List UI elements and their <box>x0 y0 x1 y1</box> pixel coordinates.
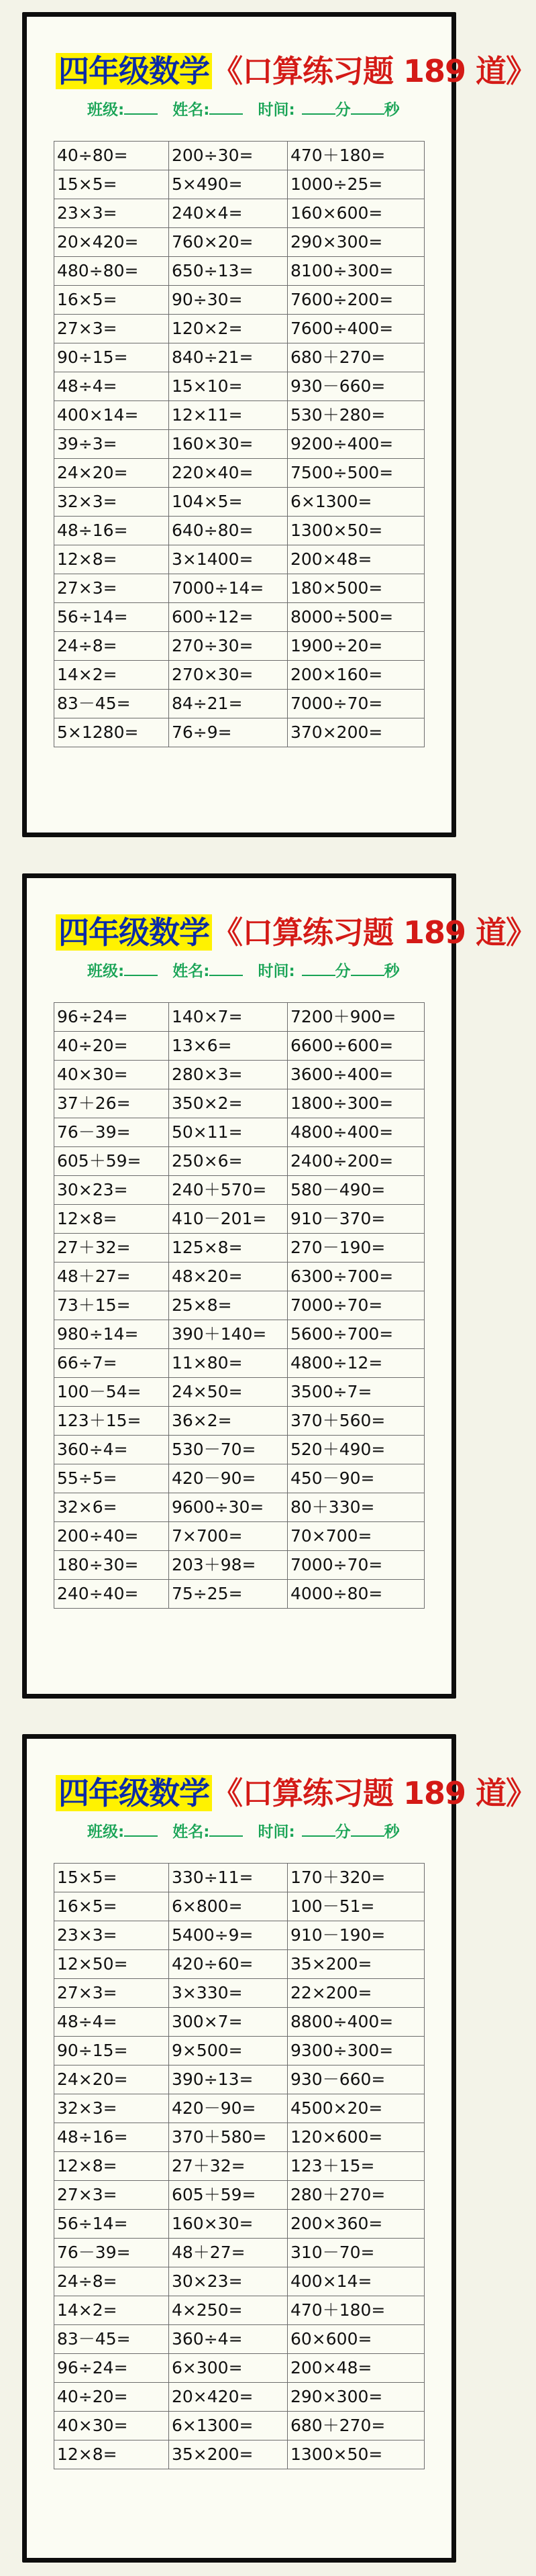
problem-cell: 4×250= <box>169 2296 288 2325</box>
problem-cell: 370＋560= <box>288 1407 425 1436</box>
problem-cell: 14×2= <box>54 2296 169 2325</box>
problem-cell: 450－90= <box>288 1464 425 1493</box>
problem-cell: 35×200= <box>169 2440 288 2469</box>
problem-row <box>54 545 425 574</box>
problem-cell: 270×30= <box>169 661 288 690</box>
problem-cell: 39÷3= <box>54 430 169 459</box>
problem-cell: 6×800= <box>169 1892 288 1921</box>
problem-cell: 27＋32= <box>169 2152 288 2181</box>
problem-row <box>54 2123 425 2152</box>
worksheet-1 <box>22 12 536 837</box>
problem-cell: 310－70= <box>288 2239 425 2267</box>
problem-cell: 640÷80= <box>169 517 288 545</box>
problem-cell: 200÷30= <box>169 142 288 170</box>
problem-cell: 420÷60= <box>169 1950 288 1979</box>
problem-cell: 12×8= <box>54 1205 169 1234</box>
problem-cell: 6600÷600= <box>288 1032 425 1061</box>
problem-cell: 7200＋900= <box>288 1003 425 1032</box>
problem-row <box>54 1176 425 1205</box>
worksheet-2 <box>22 873 536 1699</box>
problem-cell: 1300×50= <box>288 517 425 545</box>
problem-row <box>54 343 425 372</box>
problem-cell: 290×300= <box>288 228 425 257</box>
problem-cell: 83－45= <box>54 690 169 718</box>
problem-cell: 66÷7= <box>54 1349 169 1378</box>
problem-row <box>54 2354 425 2383</box>
problem-row <box>54 632 425 661</box>
problem-cell: 360÷4= <box>169 2325 288 2354</box>
problem-cell: 650÷13= <box>169 257 288 286</box>
minute-label: 分 <box>335 963 351 980</box>
worksheet-3 <box>22 1734 536 2563</box>
problem-cell: 24×20= <box>54 2065 169 2094</box>
second-blank <box>351 1819 384 1837</box>
problem-cell: 360÷4= <box>54 1436 169 1464</box>
problem-row <box>54 2037 425 2065</box>
problem-cell: 75÷25= <box>169 1580 288 1609</box>
problem-cell: 470＋180= <box>288 142 425 170</box>
problem-cell: 84÷21= <box>169 690 288 718</box>
problem-row <box>54 1089 425 1118</box>
problem-cell: 13×6= <box>169 1032 288 1061</box>
problem-row <box>54 372 425 401</box>
problem-cell: 12×8= <box>54 545 169 574</box>
problem-cell: 48＋27= <box>54 1263 169 1291</box>
problem-cell: 9600÷30= <box>169 1493 288 1522</box>
problem-cell: 280＋270= <box>288 2181 425 2210</box>
problem-cell: 12×50= <box>54 1950 169 1979</box>
problem-cell: 200×48= <box>288 545 425 574</box>
problem-cell: 220×40= <box>169 459 288 488</box>
problem-cell: 7000÷70= <box>288 1551 425 1580</box>
problem-cell: 96÷24= <box>54 2354 169 2383</box>
problem-row <box>54 2440 425 2469</box>
problem-row <box>54 2065 425 2094</box>
problem-cell: 16×5= <box>54 1892 169 1921</box>
class-blank <box>124 959 158 976</box>
second-blank <box>351 97 384 115</box>
problem-cell: 76÷9= <box>169 718 288 747</box>
problem-cell: 24×50= <box>169 1378 288 1407</box>
worksheet-title <box>56 1772 536 1814</box>
problem-cell: 27×3= <box>54 2181 169 2210</box>
problem-row <box>54 1864 425 1892</box>
problem-cell: 70×700= <box>288 1522 425 1551</box>
problem-cell: 180÷30= <box>54 1551 169 1580</box>
problem-row <box>54 1118 425 1147</box>
problem-row <box>54 2094 425 2123</box>
problem-cell: 203＋98= <box>169 1551 288 1580</box>
problem-row <box>54 1950 425 1979</box>
problem-row <box>54 2181 425 2210</box>
problem-row <box>54 199 425 228</box>
problem-cell: 160×30= <box>169 2210 288 2239</box>
problem-cell: 100－54= <box>54 1378 169 1407</box>
info-fields <box>87 959 400 983</box>
problem-cell: 1300×50= <box>288 2440 425 2469</box>
problem-row <box>54 1551 425 1580</box>
problem-cell: 27×3= <box>54 1979 169 2008</box>
problem-cell: 24×20= <box>54 459 169 488</box>
problem-cell: 760×20= <box>169 228 288 257</box>
problem-row <box>54 1205 425 1234</box>
time-label: 时间: <box>258 963 295 980</box>
problem-row <box>54 517 425 545</box>
problem-cell: 23×3= <box>54 1921 169 1950</box>
problem-row <box>54 1320 425 1349</box>
minute-blank <box>302 97 335 115</box>
problem-cell: 80＋330= <box>288 1493 425 1522</box>
problem-cell: 7000÷70= <box>288 1291 425 1320</box>
worksheet-title <box>56 50 536 92</box>
problem-row <box>54 661 425 690</box>
problem-row <box>54 1522 425 1551</box>
name-blank <box>209 1819 243 1837</box>
problem-row <box>54 2267 425 2296</box>
problem-row <box>54 1032 425 1061</box>
problem-cell: 48＋27= <box>169 2239 288 2267</box>
problem-cell: 330÷11= <box>169 1864 288 1892</box>
problem-cell: 32×6= <box>54 1493 169 1522</box>
problem-row <box>54 315 425 343</box>
problem-cell: 14×2= <box>54 661 169 690</box>
problem-cell: 16×5= <box>54 286 169 315</box>
title-rest: 《口算练习题 189 道》 <box>212 914 536 951</box>
problem-row <box>54 1921 425 1950</box>
problem-cell: 160×600= <box>288 199 425 228</box>
problem-row <box>54 1349 425 1378</box>
problem-cell: 123＋15= <box>288 2152 425 2181</box>
problem-cell: 200×48= <box>288 2354 425 2383</box>
problem-cell: 530＋280= <box>288 401 425 430</box>
problem-table <box>54 1002 425 1609</box>
problem-cell: 4800÷400= <box>288 1118 425 1147</box>
problem-cell: 930－660= <box>288 372 425 401</box>
problem-cell: 24÷8= <box>54 2267 169 2296</box>
problem-cell: 4000÷80= <box>288 1580 425 1609</box>
second-label: 秒 <box>384 963 400 980</box>
problem-row <box>54 488 425 517</box>
problem-cell: 4800÷12= <box>288 1349 425 1378</box>
problem-cell: 76－39= <box>54 1118 169 1147</box>
problem-cell: 20×420= <box>54 228 169 257</box>
problem-cell: 400×14= <box>54 401 169 430</box>
problem-cell: 240÷40= <box>54 1580 169 1609</box>
problem-cell: 22×200= <box>288 1979 425 2008</box>
problem-cell: 5400÷9= <box>169 1921 288 1950</box>
problem-cell: 25×8= <box>169 1291 288 1320</box>
problem-row <box>54 1234 425 1263</box>
problem-cell: 30×23= <box>54 1176 169 1205</box>
problem-row <box>54 603 425 632</box>
problem-cell: 90÷30= <box>169 286 288 315</box>
problem-row <box>54 1147 425 1176</box>
time-label: 时间: <box>258 1823 295 1841</box>
problem-cell: 530－70= <box>169 1436 288 1464</box>
problem-cell: 20×420= <box>169 2383 288 2412</box>
problem-row <box>54 401 425 430</box>
problem-cell: 910－370= <box>288 1205 425 1234</box>
problem-cell: 200÷40= <box>54 1522 169 1551</box>
problem-cell: 56÷14= <box>54 603 169 632</box>
problem-cell: 32×3= <box>54 488 169 517</box>
problem-row <box>54 2210 425 2239</box>
worksheet-title <box>56 912 536 953</box>
second-blank <box>351 959 384 976</box>
problem-cell: 390＋140= <box>169 1320 288 1349</box>
info-fields <box>87 1819 400 1844</box>
problem-cell: 600÷12= <box>169 603 288 632</box>
problem-table <box>54 1863 425 2469</box>
problem-cell: 48÷4= <box>54 2008 169 2037</box>
problem-cell: 120×2= <box>169 315 288 343</box>
problem-cell: 27×3= <box>54 574 169 603</box>
title-rest: 《口算练习题 189 道》 <box>212 1775 536 1811</box>
problem-row <box>54 142 425 170</box>
problem-cell: 910－190= <box>288 1921 425 1950</box>
problem-cell: 12×8= <box>54 2440 169 2469</box>
problem-cell: 36×2= <box>169 1407 288 1436</box>
problem-cell: 8800÷400= <box>288 2008 425 2037</box>
problem-cell: 55÷5= <box>54 1464 169 1493</box>
problem-cell: 7600÷400= <box>288 315 425 343</box>
problem-row <box>54 1979 425 2008</box>
problem-cell: 350×2= <box>169 1089 288 1118</box>
problem-cell: 50×11= <box>169 1118 288 1147</box>
problem-cell: 390÷13= <box>169 2065 288 2094</box>
problem-cell: 580－490= <box>288 1176 425 1205</box>
problem-cell: 9300÷300= <box>288 2037 425 2065</box>
problem-cell: 3600÷400= <box>288 1061 425 1089</box>
problem-cell: 125×8= <box>169 1234 288 1263</box>
class-label: 班级: <box>87 1823 125 1841</box>
problem-cell: 11×80= <box>169 1349 288 1378</box>
problem-cell: 6×1300= <box>288 488 425 517</box>
problem-row <box>54 286 425 315</box>
problem-cell: 8000÷500= <box>288 603 425 632</box>
problem-cell: 120×600= <box>288 2123 425 2152</box>
problem-cell: 7000÷14= <box>169 574 288 603</box>
problem-cell: 24÷8= <box>54 632 169 661</box>
problem-row <box>54 574 425 603</box>
name-label: 姓名: <box>172 101 210 119</box>
problem-cell: 23×3= <box>54 199 169 228</box>
problem-cell: 980÷14= <box>54 1320 169 1349</box>
title-rest: 《口算练习题 189 道》 <box>212 53 536 89</box>
problem-row <box>54 1464 425 1493</box>
problem-cell: 35×200= <box>288 1950 425 1979</box>
problem-row <box>54 430 425 459</box>
problem-cell: 7000÷70= <box>288 690 425 718</box>
problem-cell: 370＋580= <box>169 2123 288 2152</box>
problem-cell: 60×600= <box>288 2325 425 2354</box>
problem-cell: 37＋26= <box>54 1089 169 1118</box>
problem-cell: 370×200= <box>288 718 425 747</box>
problem-cell: 48×20= <box>169 1263 288 1291</box>
problem-cell: 6×300= <box>169 2354 288 2383</box>
problem-cell: 15×5= <box>54 1864 169 1892</box>
problem-row <box>54 459 425 488</box>
minute-label: 分 <box>335 1823 351 1841</box>
problem-cell: 40÷20= <box>54 1032 169 1061</box>
problem-row <box>54 2325 425 2354</box>
problem-cell: 420－90= <box>169 2094 288 2123</box>
title-highlight: 四年级数学 <box>56 914 212 951</box>
problem-cell: 40×30= <box>54 1061 169 1089</box>
problem-cell: 56÷14= <box>54 2210 169 2239</box>
problem-cell: 96÷24= <box>54 1003 169 1032</box>
problem-cell: 680＋270= <box>288 343 425 372</box>
problem-row <box>54 690 425 718</box>
problem-cell: 200×360= <box>288 2210 425 2239</box>
problem-cell: 12×11= <box>169 401 288 430</box>
problem-cell: 480÷80= <box>54 257 169 286</box>
problem-cell: 1000÷25= <box>288 170 425 199</box>
problem-row <box>54 1263 425 1291</box>
problem-cell: 15×10= <box>169 372 288 401</box>
name-blank <box>209 97 243 115</box>
problem-cell: 48÷4= <box>54 372 169 401</box>
time-label: 时间: <box>258 101 295 119</box>
problem-row <box>54 2383 425 2412</box>
problem-cell: 1900÷20= <box>288 632 425 661</box>
problem-cell: 6×1300= <box>169 2412 288 2440</box>
problem-cell: 48÷16= <box>54 517 169 545</box>
problem-cell: 90÷15= <box>54 343 169 372</box>
title-highlight: 四年级数学 <box>56 1775 212 1811</box>
problem-cell: 40×30= <box>54 2412 169 2440</box>
problem-row <box>54 2008 425 2037</box>
problem-cell: 7×700= <box>169 1522 288 1551</box>
problem-cell: 680＋270= <box>288 2412 425 2440</box>
problem-row <box>54 1892 425 1921</box>
name-blank <box>209 959 243 976</box>
problem-row <box>54 1407 425 1436</box>
problem-cell: 160×30= <box>169 430 288 459</box>
problem-cell: 180×500= <box>288 574 425 603</box>
problem-cell: 104×5= <box>169 488 288 517</box>
problem-cell: 40÷80= <box>54 142 169 170</box>
problem-cell: 73＋15= <box>54 1291 169 1320</box>
problem-cell: 15×5= <box>54 170 169 199</box>
class-label: 班级: <box>87 963 125 980</box>
info-fields <box>87 97 400 122</box>
problem-cell: 76－39= <box>54 2239 169 2267</box>
problem-cell: 3×1400= <box>169 545 288 574</box>
problem-cell: 9200÷400= <box>288 430 425 459</box>
problem-row <box>54 1061 425 1089</box>
problem-cell: 123＋15= <box>54 1407 169 1436</box>
problem-cell: 100－51= <box>288 1892 425 1921</box>
problem-row <box>54 1493 425 1522</box>
problem-cell: 410－201= <box>169 1205 288 1234</box>
second-label: 秒 <box>384 1823 400 1841</box>
problem-cell: 270÷30= <box>169 632 288 661</box>
problem-row <box>54 1436 425 1464</box>
problem-cell: 280×3= <box>169 1061 288 1089</box>
problem-cell: 250×6= <box>169 1147 288 1176</box>
problem-row <box>54 1003 425 1032</box>
minute-blank <box>302 959 335 976</box>
problem-cell: 27＋32= <box>54 1234 169 1263</box>
problem-cell: 5×1280= <box>54 718 169 747</box>
problem-cell: 605＋59= <box>54 1147 169 1176</box>
problem-cell: 3×330= <box>169 1979 288 2008</box>
problem-cell: 83－45= <box>54 2325 169 2354</box>
problem-row <box>54 2412 425 2440</box>
problem-cell: 8100÷300= <box>288 257 425 286</box>
problem-cell: 7600÷200= <box>288 286 425 315</box>
minute-blank <box>302 1819 335 1837</box>
class-label: 班级: <box>87 101 125 119</box>
problem-row <box>54 1378 425 1407</box>
problem-cell: 240＋570= <box>169 1176 288 1205</box>
problem-cell: 90÷15= <box>54 2037 169 2065</box>
name-label: 姓名: <box>172 1823 210 1841</box>
name-label: 姓名: <box>172 963 210 980</box>
problem-row <box>54 2296 425 2325</box>
problem-row <box>54 1580 425 1609</box>
problem-row <box>54 1291 425 1320</box>
problem-row <box>54 228 425 257</box>
problem-cell: 2400÷200= <box>288 1147 425 1176</box>
problem-cell: 30×23= <box>169 2267 288 2296</box>
problem-row <box>54 257 425 286</box>
problem-cell: 3500÷7= <box>288 1378 425 1407</box>
problem-cell: 605＋59= <box>169 2181 288 2210</box>
problem-cell: 840÷21= <box>169 343 288 372</box>
problem-cell: 140×7= <box>169 1003 288 1032</box>
problem-row <box>54 170 425 199</box>
problem-cell: 270－190= <box>288 1234 425 1263</box>
problem-cell: 1800÷300= <box>288 1089 425 1118</box>
problem-row <box>54 718 425 747</box>
problem-cell: 12×8= <box>54 2152 169 2181</box>
problem-cell: 930－660= <box>288 2065 425 2094</box>
problem-cell: 7500÷500= <box>288 459 425 488</box>
class-blank <box>124 1819 158 1837</box>
problem-cell: 290×300= <box>288 2383 425 2412</box>
title-highlight: 四年级数学 <box>56 53 212 89</box>
second-label: 秒 <box>384 101 400 119</box>
problem-cell: 300×7= <box>169 2008 288 2037</box>
problem-cell: 32×3= <box>54 2094 169 2123</box>
problem-cell: 6300÷700= <box>288 1263 425 1291</box>
problem-table <box>54 141 425 747</box>
problem-cell: 170＋320= <box>288 1864 425 1892</box>
problem-cell: 5×490= <box>169 170 288 199</box>
problem-cell: 4500×20= <box>288 2094 425 2123</box>
problem-cell: 400×14= <box>288 2267 425 2296</box>
problem-cell: 200×160= <box>288 661 425 690</box>
class-blank <box>124 97 158 115</box>
problem-cell: 40÷20= <box>54 2383 169 2412</box>
problem-cell: 48÷16= <box>54 2123 169 2152</box>
problem-cell: 9×500= <box>169 2037 288 2065</box>
problem-cell: 5600÷700= <box>288 1320 425 1349</box>
problem-cell: 420－90= <box>169 1464 288 1493</box>
problem-cell: 520＋490= <box>288 1436 425 1464</box>
problem-cell: 470＋180= <box>288 2296 425 2325</box>
problem-cell: 240×4= <box>169 199 288 228</box>
problem-cell: 27×3= <box>54 315 169 343</box>
problem-row <box>54 2239 425 2267</box>
problem-row <box>54 2152 425 2181</box>
minute-label: 分 <box>335 101 351 119</box>
